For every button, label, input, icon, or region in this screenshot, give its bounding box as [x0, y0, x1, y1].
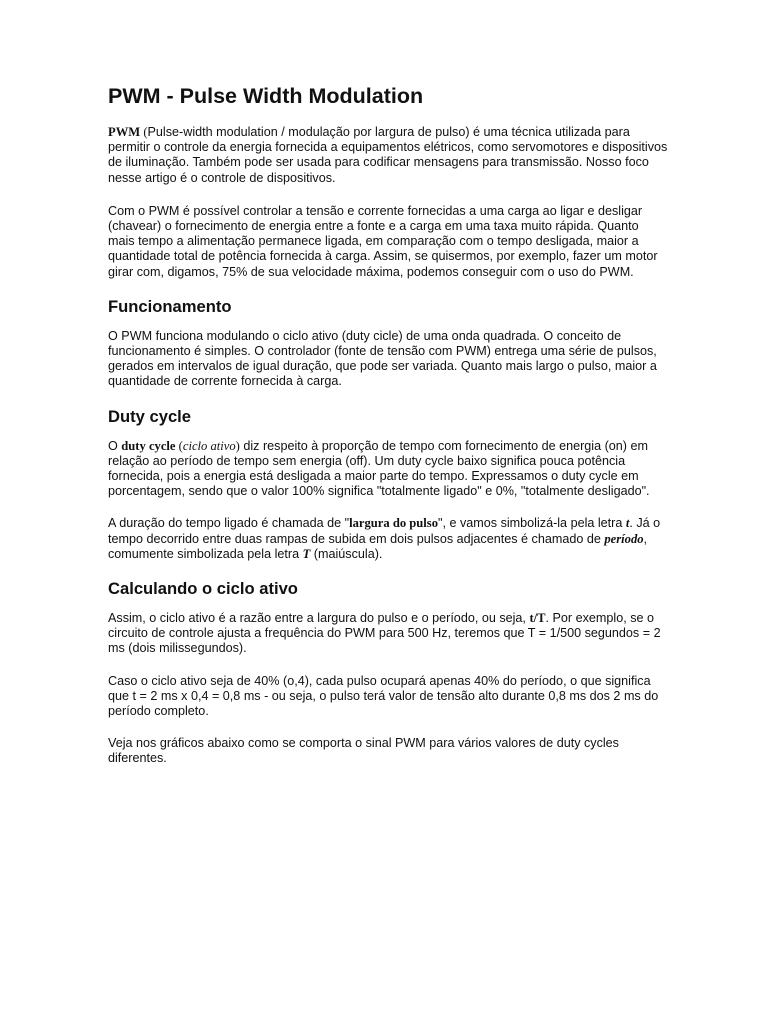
- intro-paren-open: (: [140, 125, 148, 139]
- duty-p2-term3: período: [604, 531, 644, 546]
- section-heading-calculando: Calculando o ciclo ativo: [108, 579, 298, 599]
- section-heading-funcionamento: Funcionamento: [108, 296, 232, 316]
- intro-paragraph: [108, 125, 668, 186]
- calc-p1-part2: . Por exemplo, se o circuito de controle ajusta a frequência do PWM para 500 Hz, teremos que T = 1/500 segundos = 2 ms (dois milissegundos).: [108, 611, 661, 656]
- duty-cycle-paragraph-2: [108, 516, 668, 562]
- duty-p2-term2: t: [625, 516, 630, 531]
- calc-paragraph-2: Caso o ciclo ativo seja de 40% (o,4), cada pulso ocupará apenas 40% do período, o que significa que t = 2 ms x 0,4 = 0,8 ms - ou seja, o pulso terá valor de tensão alto durante 0,8 ms dos 2 ms do período completo.: [108, 673, 659, 719]
- duty-p1-term: duty cycle: [121, 438, 176, 453]
- duty-p1-paren-close: ): [235, 438, 240, 453]
- paragraph-2: Com o PWM é possível controlar a tensão e corrente fornecidas a uma carga ao ligar e desligar (chavear) o fornecimento de energia entre a fonte e a carga em uma taxa muito rápida. Quanto mais tempo a alimentação permanece ligada, em comparação com o tempo desligada, maior a quantidade total de potência fornecida à carga. Assim, se quisermos, por exemplo, fazer um motor girar com, digamos, 75% de sua velocidade máxima, podemos conseguir com o uso do PWM.: [108, 203, 658, 279]
- page-title: PWM - Pulse Width Modulation: [108, 84, 424, 108]
- duty-p1-term-italic: ciclo ativo: [182, 438, 236, 453]
- document-content: [108, 82, 668, 784]
- duty-p2-part2: ", e vamos simbolizá-la pela letra: [438, 516, 626, 531]
- duty-p2-part5: (maiúscula).: [310, 546, 383, 561]
- intro-text: Pulse-width modulation / modulação por largura de pulso) é uma técnica utilizada para permitir o controle da energia fornecida a equipamentos elétricos, como servomotores e dispositivos de iluminação. Também pode ser usada para codificar mensagens para transmissão. Nosso foco nesse artigo é o controle de dispositivos.: [108, 125, 668, 185]
- funcionamento-paragraph: O PWM funciona modulando o ciclo ativo (duty cicle) de uma onda quadrada. O conceito de funcionamento é simples. O controlador (fonte de tensão com PWM) entrega uma série de pulsos, gerados em intervalos de igual duração, que pode ser variada. Quanto mais largo o pulso, maior a quantidade de corrente fornecida à carga.: [108, 328, 657, 389]
- duty-cycle-paragraph-1: [108, 439, 668, 500]
- duty-p2-part1: A duração do tempo ligado é chamada de ": [108, 516, 350, 531]
- duty-p1-paren-open: (: [175, 438, 183, 453]
- intro-term: PWM: [108, 125, 141, 139]
- calc-p1-part1: Assim, o ciclo ativo é a razão entre a largura do pulso e o período, ou seja,: [108, 611, 530, 626]
- calc-paragraph-3: Veja nos gráficos abaixo como se comporta o sinal PWM para vários valores de duty cycles diferentes.: [108, 736, 619, 766]
- duty-p2-term1: largura do pulso: [349, 516, 439, 531]
- section-heading-duty-cycle: Duty cycle: [108, 406, 192, 426]
- duty-p2-part3: . Já o tempo decorrido entre duas rampas de subida em dois pulsos adjacentes é chamado de: [108, 516, 661, 546]
- duty-p2-part4: , comumente simbolizada pela letra: [108, 531, 648, 561]
- calc-paragraph-1: [108, 611, 668, 657]
- duty-p1-prefix: O: [108, 438, 122, 453]
- calc-p1-formula: t/T: [529, 611, 546, 626]
- duty-p1-text: diz respeito à proporção de tempo com fornecimento de energia (on) em relação ao período de tempo sem energia (off). Um duty cycle baixo significa pouca potência fornecida, pois a energia está desligada a maior parte do tempo. Expressamos o duty cycle em porcentagem, sendo que o valor 100% significa "totalmente ligado" e 0%, "totalmente desligado".: [108, 438, 650, 499]
- duty-p2-term4: T: [302, 546, 311, 561]
